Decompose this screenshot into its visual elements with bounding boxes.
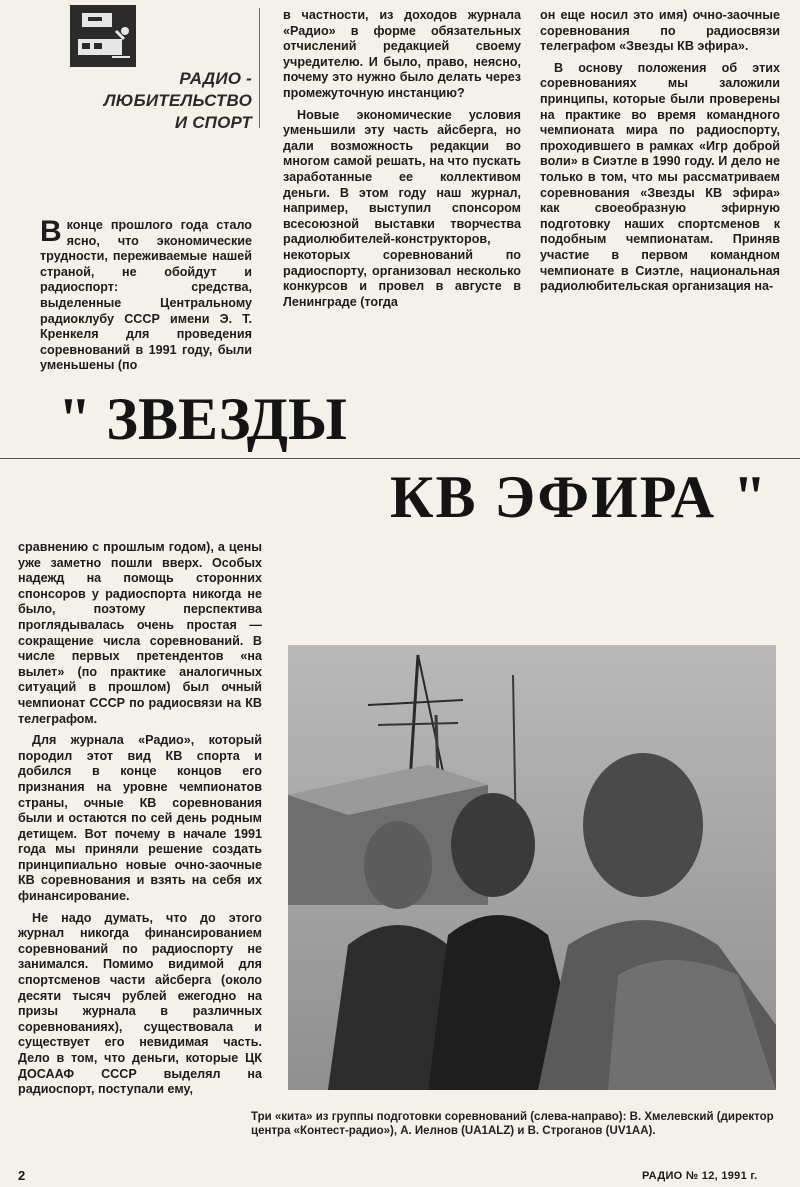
col2-paragraph-2: Новые экономические условия уменьшили эту часть айсберга, но дали возможность редакции во многом самой решать, на что пускать заработанные ее коллективом деньги. В этом году наш журнал, например, выступил спонсором всесоюзной выставки творчества радиолюбителей-конструкторов, некоторых соревнований по радиоспорту, организовал несколько конкурсов и провел в августе в Ленинграде (тогда: [283, 107, 521, 309]
lower-paragraph-1: сравнению с прошлым годом), а цены уже заметно пошли вверх. Особых надежд на помощь сторонних спонсоров у радиоспорта никогда не было, поэтому перспектива проглядывалась очень простая — сокращение числа соревнований. В числе первых претендентов «на вылет» (по практике аналогичных ситуаций в прошлом) был очный чемпионат СССР по радиосвязи на КВ телеграфом.: [18, 540, 262, 726]
article-column-lower: [18, 540, 262, 1104]
intro-text: конце прошлого года стало ясно, что экономические трудности, переживаемые нашей страной, не обойдут и радиоспорт: средства, выделенные Центральному радиоклубу СССР имени Э. Т. Кренкеля для проведения соревнований в 1991 году, были уменьшены (по: [40, 218, 252, 373]
section-title-line-2: ЛЮБИТЕЛЬСТВО: [103, 91, 252, 110]
page-number: 2: [18, 1168, 26, 1183]
intro-column: [40, 215, 252, 380]
drop-cap: В: [40, 215, 62, 248]
photo-caption: Три «кита» из группы подготовки соревнований (слева-направо): В. Хмелевский (директор центра «Контест-радио»), А. Иелнов (UA1ALZ) и В. Строганов (UV1AA).: [251, 1111, 774, 1137]
lower-paragraph-3: Не надо думать, что до этого журнал никогда финансированием соревнований по радиоспорту не занимался. Помимо видимой для спортсменов части айсберга (около десяти тысяч рублей ежегодно на призы журнала в различных соревнованиях), существовала и существует его невидимая часть. Дело в том, что деньги, которые ЦК ДОСААФ СССР выделял на радиоспорт, поступали ему,: [18, 910, 262, 1097]
section-title-line-3: И СПОРТ: [174, 113, 252, 132]
col2-paragraph-1: в частности, из доходов журнала «Радио» в форме обязательных отчислений редакцией своему учредителю. И было, право, неясно, почему это нужно было делать через промежуточную инстанцию?: [283, 8, 521, 100]
headline-line-1: " ЗВЕЗДЫ: [58, 386, 347, 452]
article-column-3: [540, 8, 780, 301]
lower-paragraph-2: Для журнала «Радио», который породил этот вид КВ спорта и добился в конце концов его признания на уровне чемпионатов страны, очные КВ соревнования были и остаются по сей день родным детищем. Вот почему в начале 1991 года мы приняли решение создать принципиально новые очно-заочные КВ соревнования и взять на себя их финансирование.: [18, 733, 262, 904]
headline-line-2: КВ ЭФИРА ": [390, 464, 769, 530]
radio-sport-icon: [70, 5, 136, 67]
magazine-issue: РАДИО № 12, 1991 г.: [642, 1170, 758, 1182]
section-title: [40, 68, 252, 134]
photo-image: [288, 645, 776, 1090]
article-column-2: [283, 8, 521, 316]
col3-paragraph-2: В основу положения об этих соревнованиях мы заложили принципы, которые были проверены на практике во время командного чемпионата мира по радиоспорту, проходившего в рамках «Игр доброй воли» в Сиэтле в 1990 году. И дело не только в том, что мы рассматриваем соревнования «Звезды КВ эфира» как своеобразную эфирную подготовку наших спортсменов к подобным чемпионатам. Приняв участие в первом командном чемпионате в Сиэтле, национальная радиолюбительская организация на-: [540, 60, 780, 294]
section-logo: [70, 5, 136, 67]
photo: [288, 645, 776, 1090]
intro-paragraph: [40, 215, 252, 374]
col3-paragraph-1: он еще носил это имя) очно-заочные соревнования по радиосвязи телеграфом «Звезды КВ эфира».: [540, 8, 780, 54]
headline-rule: [0, 458, 800, 459]
section-title-line-1: РАДИО -: [179, 69, 252, 88]
column-divider: [259, 8, 260, 128]
